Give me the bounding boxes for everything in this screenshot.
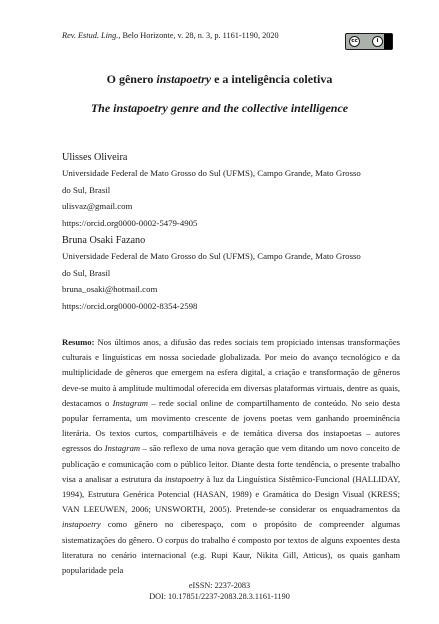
author-orcid-link[interactable]: https://orcid.org0000-0002-5479-4905 xyxy=(62,217,198,228)
journal-citation: , Belo Horizonte, v. 28, n. 3, p. 1161-1190, 2020 xyxy=(118,31,279,40)
abstract-emphasis: instapoetry xyxy=(164,473,204,484)
author-affiliation xyxy=(62,165,407,198)
article-title-english: The instapoetry genre and the collective intelligence xyxy=(90,101,349,115)
creative-commons-by-icon[interactable] xyxy=(345,33,393,50)
affiliation-line: Universidade Federal de Mato Grosso do Sul (UFMS), Campo Grande, Mato Grosso xyxy=(62,168,361,178)
author-block xyxy=(62,150,407,231)
title-pt-emphasis: instapoetry xyxy=(156,72,212,86)
title-pt-before: O gênero xyxy=(106,72,157,86)
abstract-text: Nos últimos anos, a difusão das redes sociais tem propiciado intensas transformações culturais e linguísticas em nossa sociedade globalizada. Por meio do avanço tecnológico e da multiplicidade de gêneros que emergem na esfera digital, a criação e transformação de gêneros deve-se muito à amplitude multimodal oferecida em diversas plataformas virtuais, dentre as quais, destacamos o xyxy=(62,337,400,408)
footer-eissn: eISSN: 2237-2083 xyxy=(188,581,251,590)
article-title-portuguese xyxy=(0,72,439,87)
author-block xyxy=(62,233,407,314)
affiliation-line: Universidade Federal de Mato Grosso do Sul (UFMS), Campo Grande, Mato Grosso xyxy=(62,251,361,261)
cc-circle-icon: cc xyxy=(349,36,360,47)
attribution-person-icon: i xyxy=(372,36,383,47)
author-affiliation xyxy=(62,248,407,281)
abstract-text: – rede social online de compartilhamento de conteúdo. No seio desta popular ferramenta, um movimento crescente de jovens poetas vem ganhando proeminência literária. Os textos curtos, compartilháveis e de temática diversa dos instapoetas – autores egressos do xyxy=(62,397,400,454)
author-email-link[interactable]: bruna_osaki@hotmail.com xyxy=(62,284,158,294)
author-name: Ulisses Oliveira xyxy=(62,152,128,163)
abstract-text: como gênero no ciberespaço, com o propósito de compreender algumas sistematizações do gênero. O corpus do trabalho é composto por textos de alguns expoentes desta literatura no cenário internacional (e.g. Rupi Kaur, Nikita Gill, Atticus), os quais ganham popularidade pela xyxy=(62,519,400,576)
author-name: Bruna Osaki Fazano xyxy=(62,235,146,246)
footer-doi: DOI: 10.17851/2237-2083.28.3.1161-1190 xyxy=(149,592,290,601)
abstract-text: – são reflexo de uma nova geração que vem ditando um novo conceito de publicação e comunicação com o público leitor. Diante desta forte tendência, o presente trabalho visa a analisar a estrutura da xyxy=(62,443,400,484)
abstract-paragraph xyxy=(62,335,400,578)
affiliation-line: do Sul, Brasil xyxy=(62,184,111,195)
title-pt-after: e a inteligência coletiva xyxy=(211,72,333,86)
abstract-emphasis: Instagram xyxy=(112,397,148,408)
page-footer xyxy=(0,580,439,602)
journal-name: Rev. Estud. Ling. xyxy=(62,31,119,40)
abstract-emphasis: instapoetry xyxy=(62,519,101,530)
abstract-label: Resumo: xyxy=(62,337,95,347)
abstract-text: à luz da Linguística Sistêmico-Funcional (HALLIDAY, 1994), Estrutura Genérica Potencial (HASAN, 1989) e Gramática do Design Visual (KRESS; VAN LEEUWEN, 2006; UNSWORTH, 2005). Pretende-se considerar os enquadramentos da xyxy=(62,473,400,515)
affiliation-line: do Sul, Brasil xyxy=(62,267,111,278)
running-header xyxy=(62,30,279,41)
author-orcid-link[interactable]: https://orcid.org0000-0002-8354-2598 xyxy=(62,300,198,311)
author-email-link[interactable]: ulisvaz@gmail.com xyxy=(62,201,133,211)
abstract-emphasis: Instagram xyxy=(104,443,141,454)
badge-strip xyxy=(384,34,392,49)
